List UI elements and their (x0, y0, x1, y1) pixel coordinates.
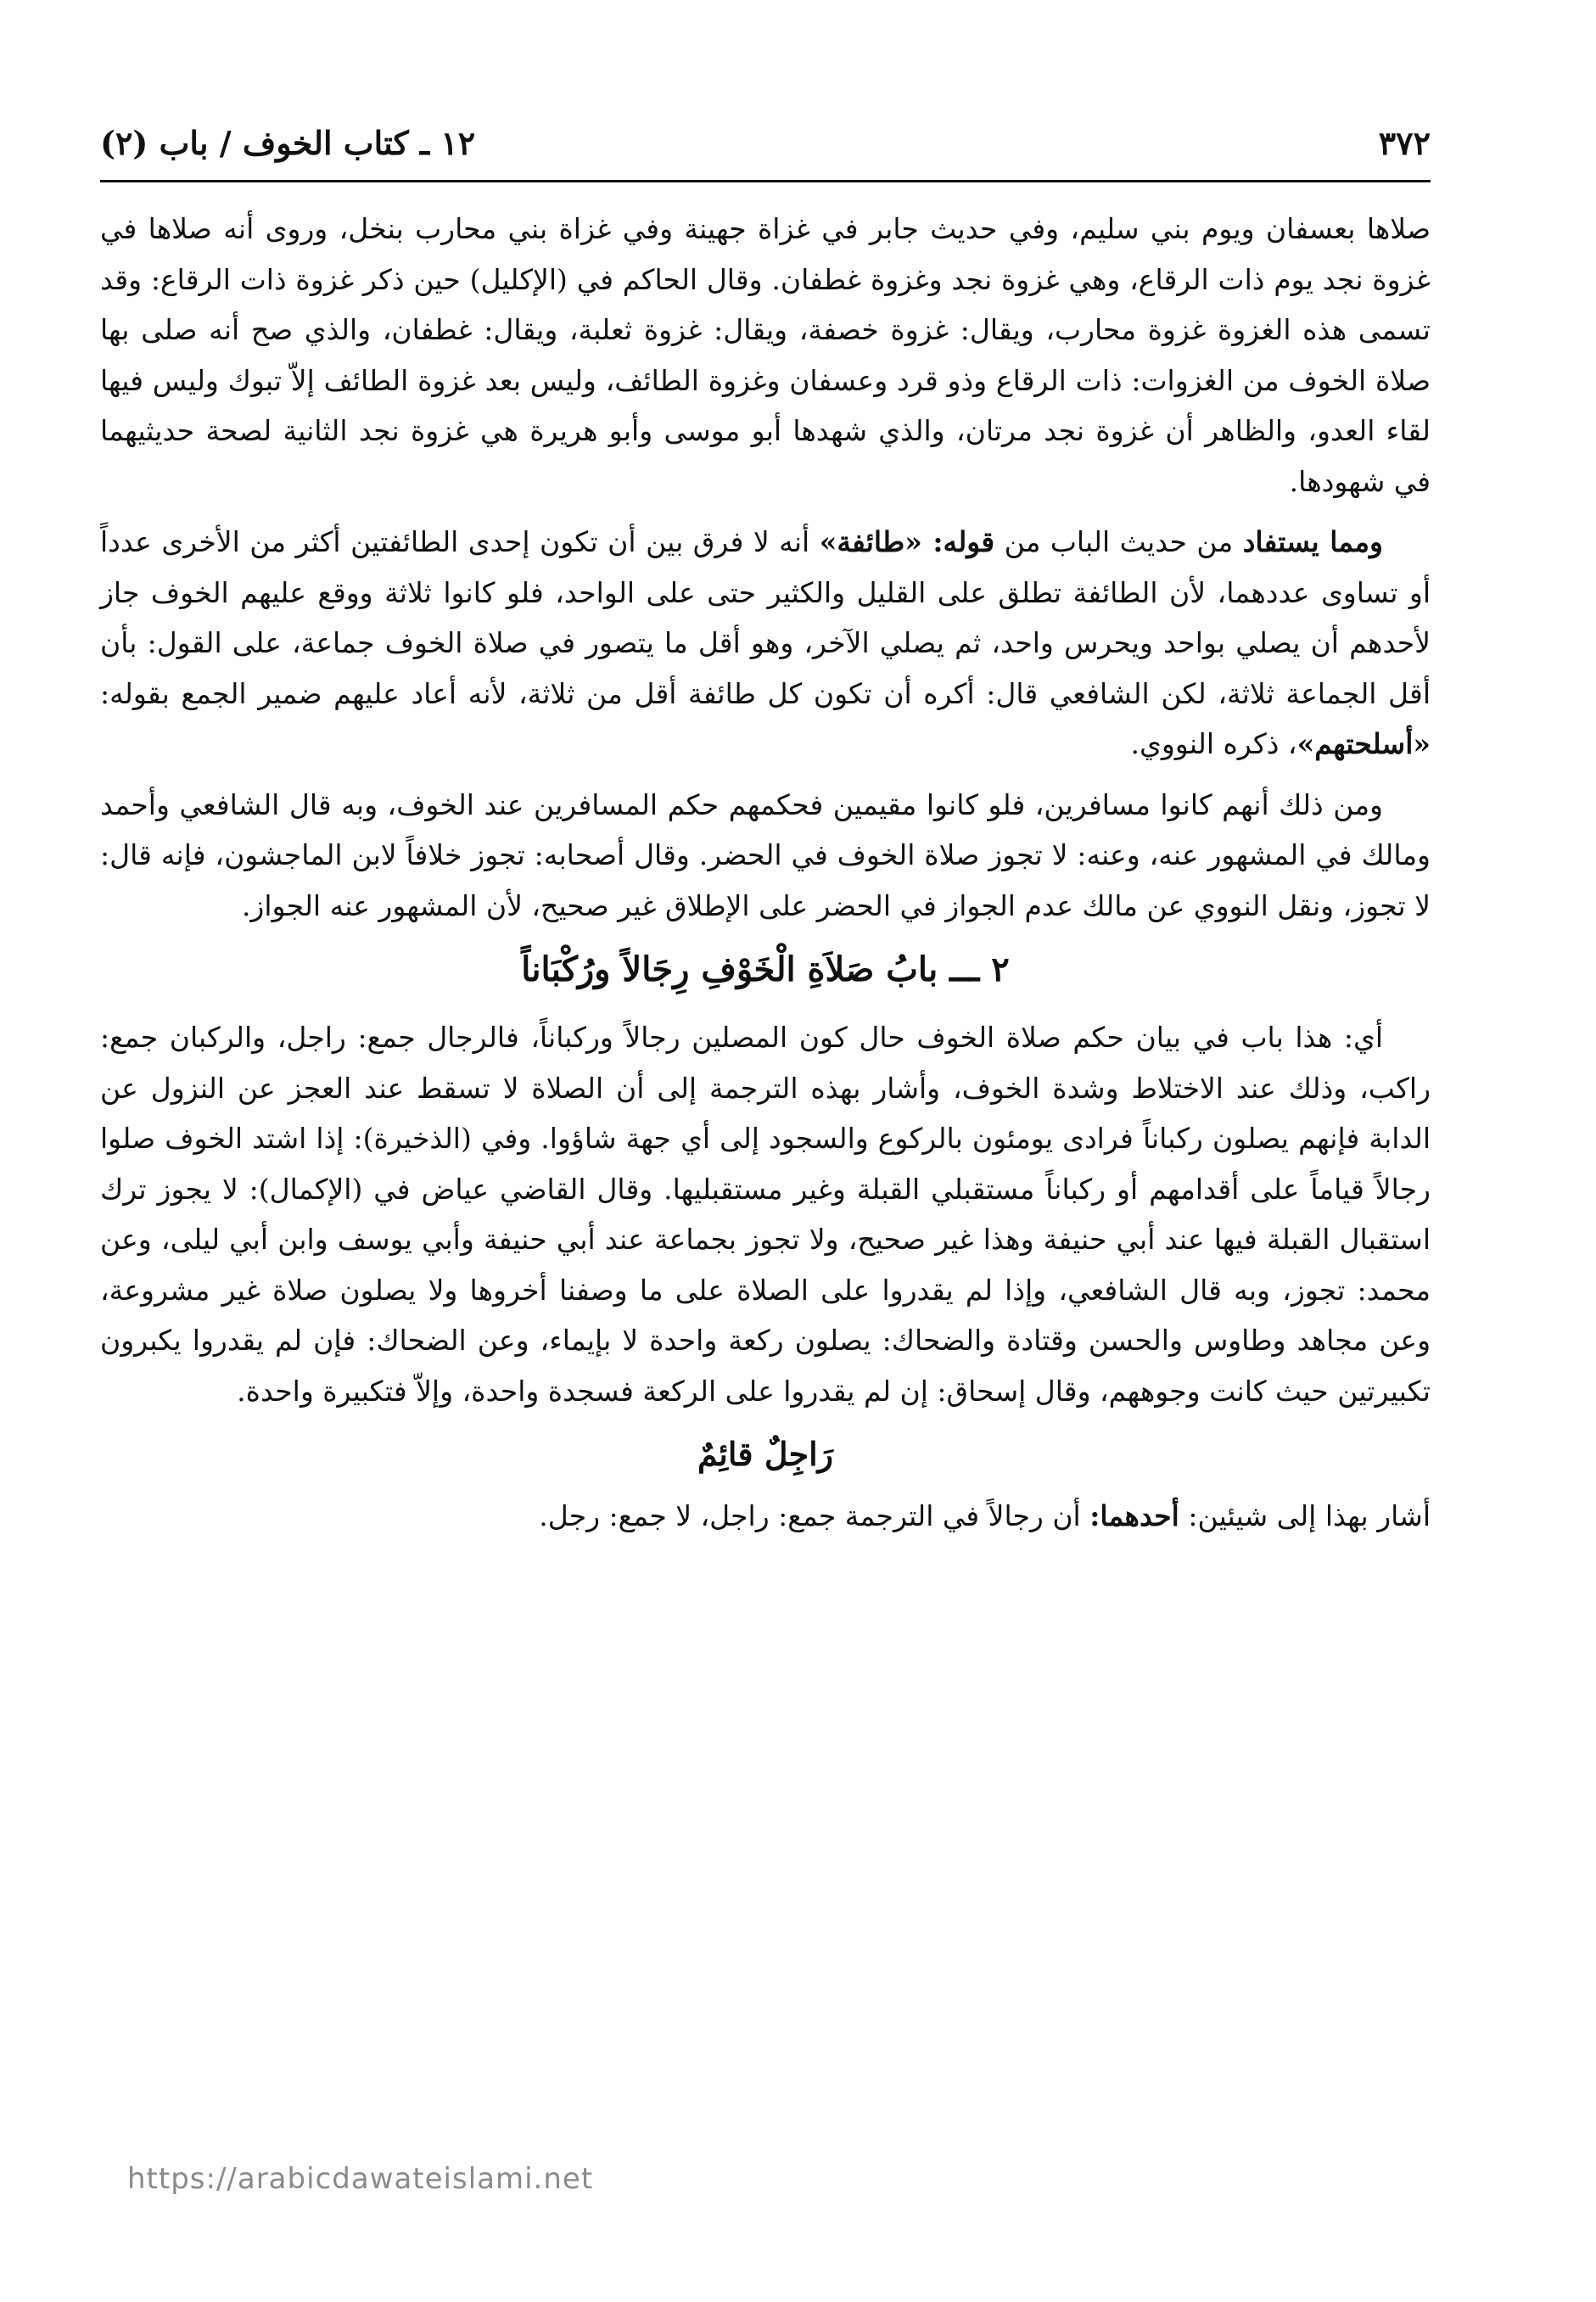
paragraph-2 (100, 517, 1431, 770)
paragraph-1: صلاها بعسفان ويوم بني سليم، وفي حديث جابر في غزاة جهينة وفي غزاة بني محارب بنخل، وروى أنه صلاها في غزوة نجد يوم ذات الرقاع، وهي غزوة نجد وغزوة غطفان. وقال الحاكم في (الإكليل) حين ذكر غزوة ذات الرقاع: وقد تسمى هذه الغزوة غزوة محارب، ويقال: غزوة خصفة، ويقال: غزوة ثعلبة، ويقال: غطفان، والذي صح أنه صلى بها صلاة الخوف من الغزوات: ذات الرقاع وذو قرد وعسفان وغزوة الطائف، وليس بعد غزوة الطائف إلاّ تبوك وليس فيها لقاء العدو، والظاهر أن غزوة نجد مرتان، والذي شهدها أبو موسى وأبو هريرة هي غزوة نجد الثانية لصحة حديثيهما في شهودها. (100, 212, 1431, 498)
paragraph-5-bold: أحدهما: (1089, 1499, 1179, 1532)
page-number: ٣٧٢ (1378, 123, 1431, 162)
watermark: https://arabicdawateislami.net (127, 2162, 594, 2196)
paragraph-4: أي: هذا باب في بيان حكم صلاة الخوف حال كون المصلين رجالاً وركباناً، فالرجال جمع: راجل، والركبان جمع: راكب، وذلك عند الاختلاط وشدة الخوف، وأشار بهذه الترجمة إلى أن الصلاة لا تسقط عند العجز عن النزول عن الدابة فإنهم يصلون ركباناً فرادى يومئون بالركوع والسجود إلى أي جهة شاؤوا. وفي (الذخيرة): إذا اشتد الخوف صلوا رجالاً قياماً على أقدامهم أو ركباناً مستقبلي القبلة وغير مستقبليها. وقال القاضي عياض في (الإكمال): لا يجوز ترك استقبال القبلة فيها عند أبي حنيفة وهذا غير صحيح، ولا تجوز بجماعة عند أبي حنيفة وأبي يوسف وابن أبي ليلى، وعن محمد: تجوز، وبه قال الشافعي، وإذا لم يقدروا على الصلاة على ما وصفنا أخروها ولا يصلون صلاة غير مشروعة، وعن مجاهد وطاوس والحسن وقتادة والضحاك: يصلون ركعة واحدة لا بإيماء، وعن الضحاك: فإن لم يقدروا يكبرون تكبيرتين حيث كانت وجوههم، وقال إسحاق: إن لم يقدروا على الركعة فسجدة واحدة، وإلاّ فتكبيرة واحدة. (100, 1021, 1431, 1408)
paragraph-5 (100, 1491, 1431, 1542)
section-heading: ٢ ـــ بابُ صَلاَةِ الْخَوْفِ رِجَالاً ورُكْبَاناً (521, 949, 1010, 989)
paragraph-2-mid: من حديث الباب من (1004, 525, 1234, 558)
paragraph-2-quote-2: «أسلحتهم» (1296, 727, 1431, 760)
paragraph-2-rest: أنه لا فرق بين أن تكون إحدى الطائفتين أكثر من الأخرى عدداً أو تساوى عددهما، لأن الطائفة تطلق على القليل والكثير حتى على الواحد، فلو كانوا ثلاثة ووقع عليهم الخوف جاز لأحدهم أن يصلي بواحد ويحرس واحد، ثم يصلي الآخر، وهو أقل ما يتصور في صلاة الخوف جماعة، على القول: بأن أقل الجماعة ثلاثة، لكن الشافعي قال: أكره أن تكون كل طائفة أقل من ثلاثة، لأنه أعاد عليهم ضمير الجمع بقوله: (100, 525, 1431, 710)
paragraph-5-start: أشار بهذا إلى شيئين: (1188, 1499, 1431, 1532)
running-head (100, 115, 1431, 170)
paragraph-2-end: ، ذكره النووي. (1130, 727, 1297, 760)
header-rule (100, 180, 1431, 182)
chapter-title: ١٢ ـ كتاب الخوف / باب (٢) (100, 123, 476, 162)
sub-heading: رَاجِلٌ قائِمٌ (697, 1435, 833, 1473)
paragraph-2-quote-label: قوله: «طائفة» (819, 525, 995, 558)
paragraph-3: ومن ذلك أنهم كانوا مسافرين، فلو كانوا مقيمين فحكمهم حكم المسافرين عند الخوف، وبه قال الشافعي وأحمد ومالك في المشهور عنه، وعنه: لا تجوز صلاة الخوف في الحضر. وقال أصحابه: تجوز خلافاً لابن الماجشون، فإنه قال: لا تجوز، ونقل النووي عن مالك عدم الجواز في الحضر على الإطلاق غير صحيح، لأن المشهور عنه الجواز. (100, 787, 1431, 922)
paragraph-2-lead: ومما يستفاد (1242, 525, 1383, 558)
body-text (100, 204, 1431, 1552)
paragraph-5-end: أن رجالاً في الترجمة جمع: راجل، لا جمع: رجل. (539, 1499, 1081, 1532)
